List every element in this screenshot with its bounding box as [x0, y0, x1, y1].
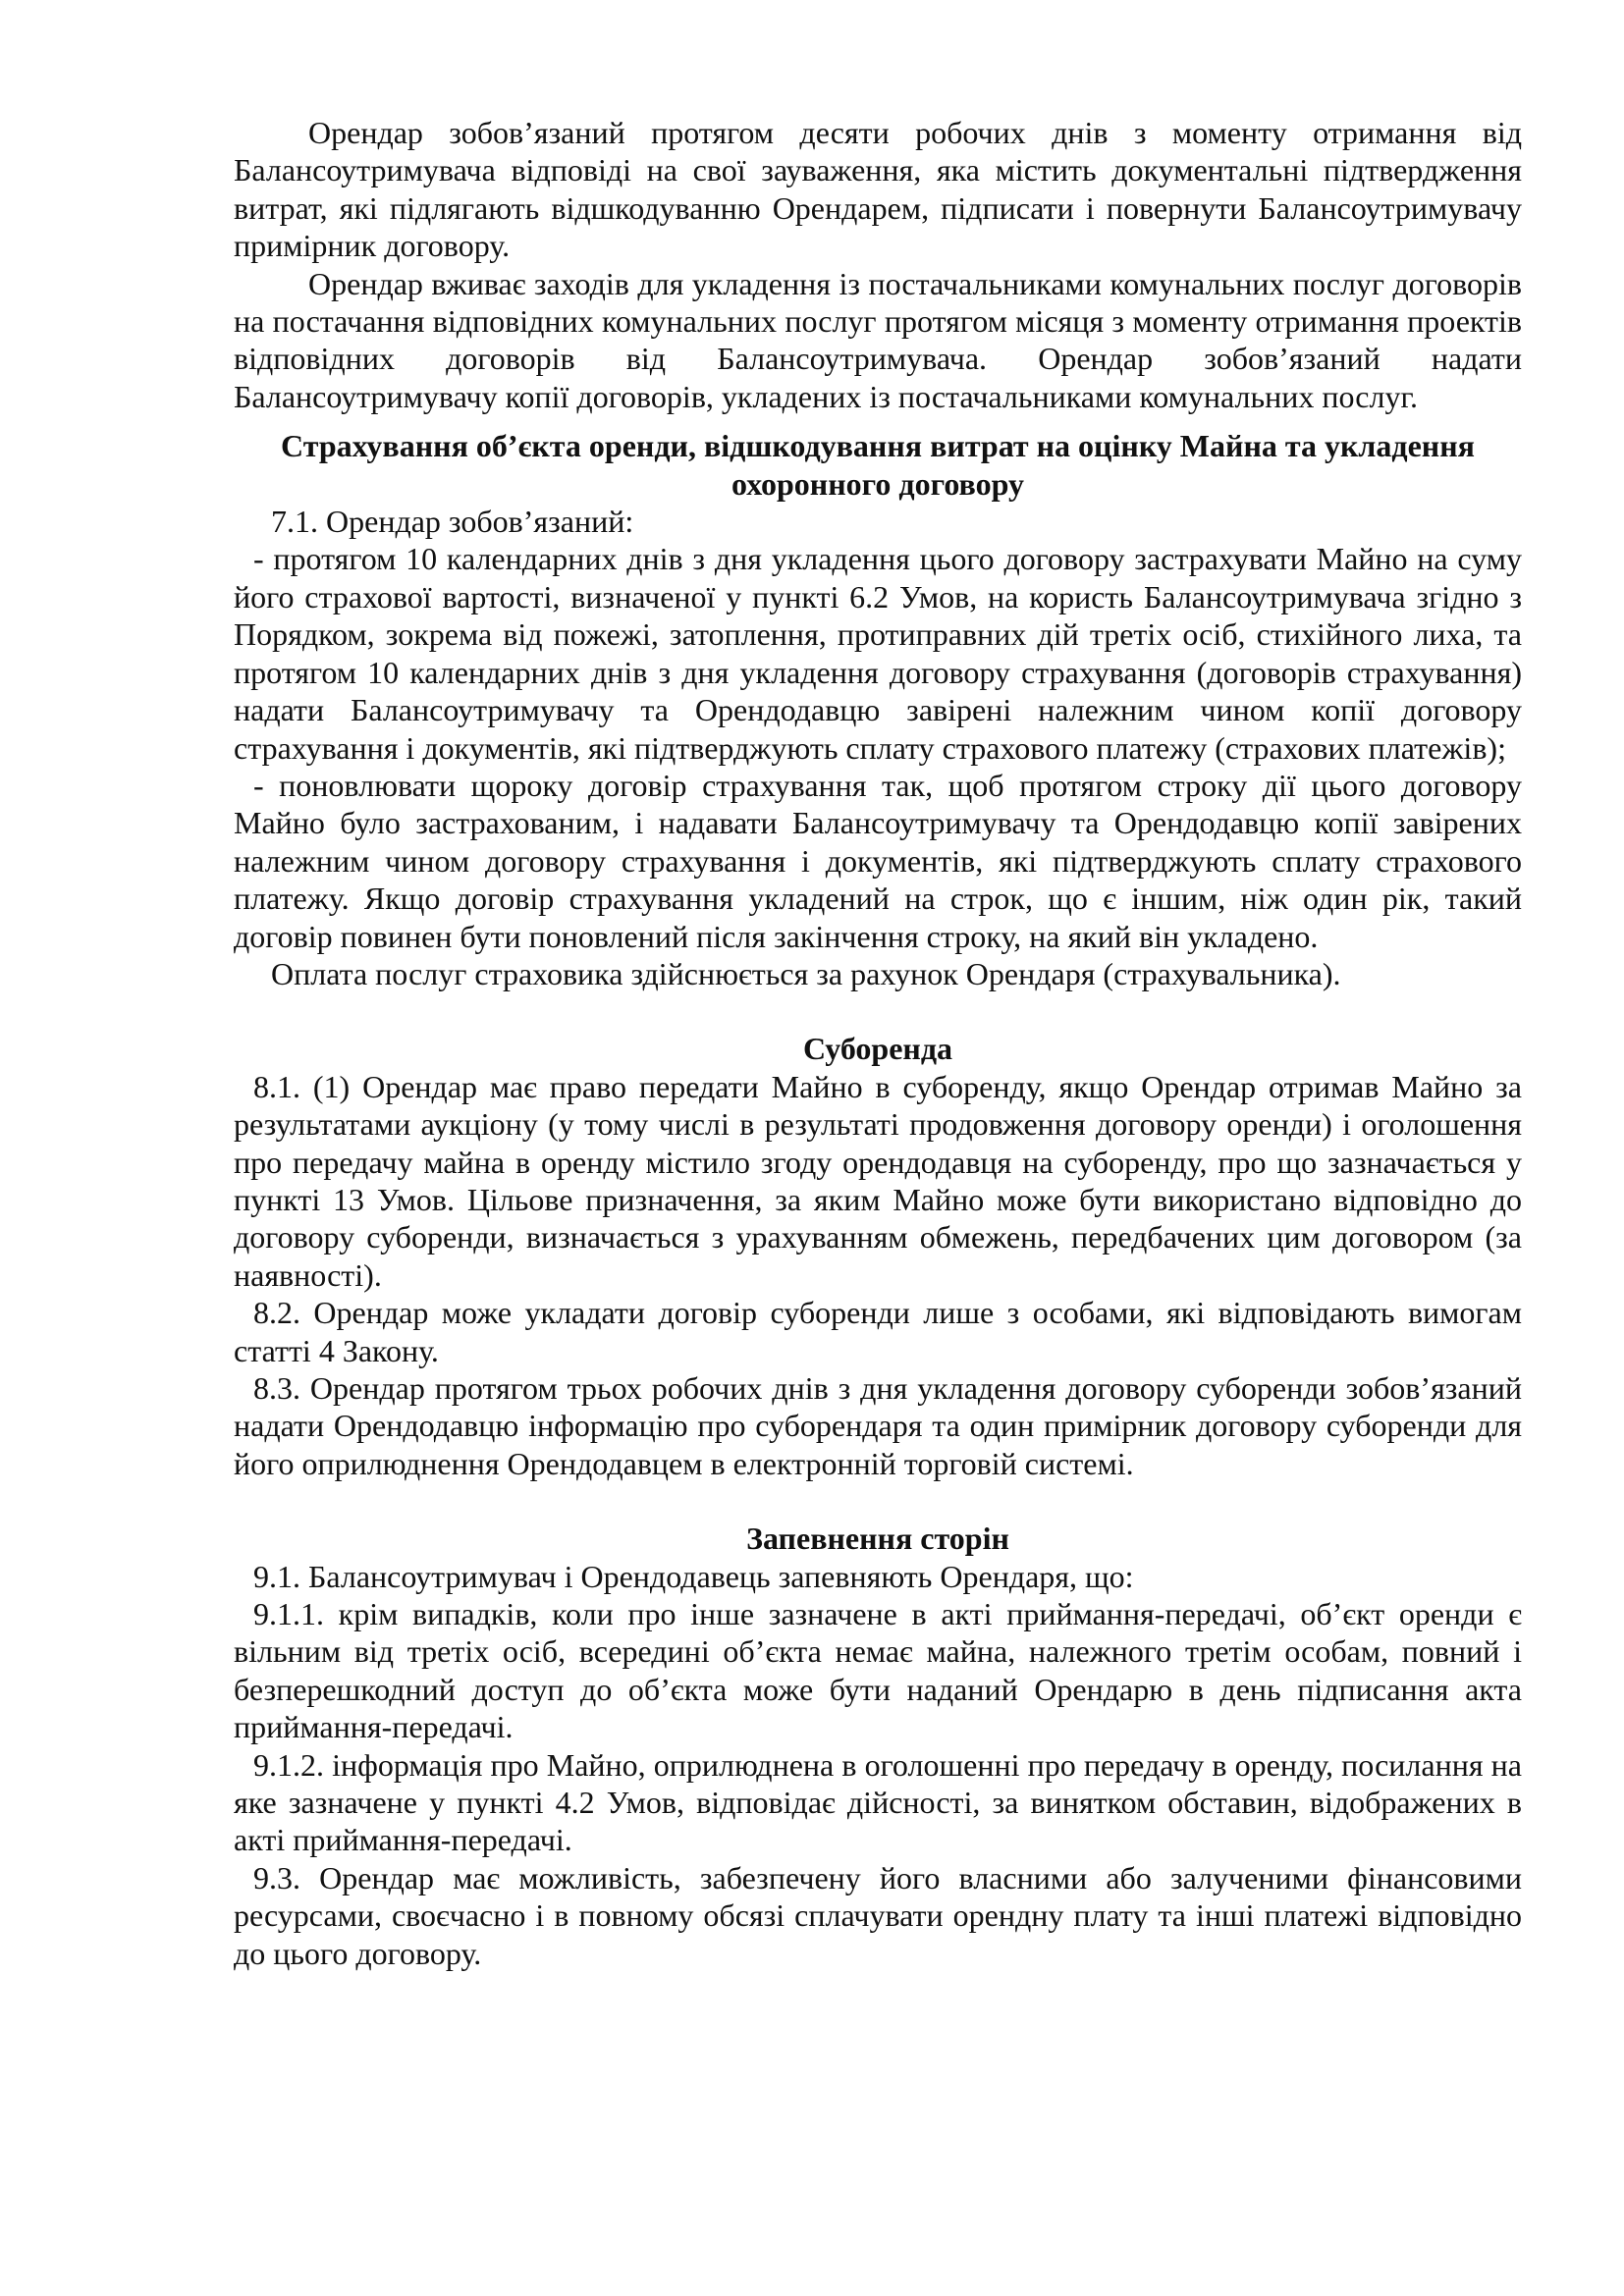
section-heading-sublease: Суборенда — [802, 1031, 953, 1067]
insurance-paragraph-obligation-2: - поновлювати щороку договір страхування так, щоб протягом строку дії цього договору Майно було застрахованим, і надавати Балансоутримувачу та Орендодавцю копії завірених належним чином договору страхування і документів, які підтверджують сплату страхового платежу. Якщо договір страхування укладений на строк, що є іншим, ніж один рік, такий договір повинен бути поновлений після закінчення строку, на який він укладено. — [234, 767, 1522, 954]
spacer — [234, 992, 1522, 1030]
document-page — [234, 114, 1522, 1972]
spacer — [234, 1482, 1522, 1520]
sublease-paragraph-8-1: 8.1. (1) Орендар має право передати Майно в суборенду, якщо Орендар отримав Майно за результатами аукціону (у тому числі в результаті продовження договору оренди) і оголошення про передачу майна в оренду містило згоду орендодавця на суборенду, про що зазначається у пункті 13 Умов. Цільове призначення, за яким Майно може бути використано відповідно до договору суборенди, визначається з урахуванням обмежень, передбачених цим договором (за наявності). — [234, 1068, 1522, 1293]
insurance-paragraph-payment: Оплата послуг страховика здійснюється за рахунок Орендаря (страхувальника). — [271, 955, 1341, 991]
assurances-paragraph-9-1-1: 9.1.1. крім випадків, коли про інше зазначене в акті приймання-передачі, об’єкт оренди є вільним від третіх осіб, всередині об’єкта немає майна, належного третім особам, повний і безперешкодний доступ до об’єкта може бути наданий Орендарю в день підписання акта приймання-передачі. — [234, 1596, 1522, 1745]
insurance-paragraph-obligation-1: - протягом 10 календарних днів з дня укладення цього договору застрахувати Майно на суму його страхової вартості, визначеної у пункті 6.2 Умов, на користь Балансоутримувача згідно з Порядком, зокрема від пожежі, затоплення, протиправних дій третіх осіб, стихійного лиха, та протягом 10 календарних днів з дня укладення договору страхування (договорів страхування) надати Балансоутримувачу та Орендодавцю завірені належним чином копії договору страхування і документів, які підтверджують сплату страхового платежу (страхових платежів); — [234, 541, 1522, 766]
assurances-paragraph-9-1: 9.1. Балансоутримувач і Орендодавець запевняють Орендаря, що: — [253, 1558, 1134, 1594]
sublease-paragraph-8-2: 8.2. Орендар може укладати договір суборенди лише з особами, які відповідають вимогам статті 4 Закону. — [234, 1295, 1522, 1368]
intro-paragraph-2: Орендар вживає заходів для укладення із постачальниками комунальних послуг договорів на постачання відповідних комунальних послуг протягом місяця з моменту отримання проектів відповідних договорів від Балансоутримувача. Орендар зобов’язаний надати Балансоутримувачу копії договорів, укладених із постачальниками комунальних послуг. — [234, 265, 1522, 414]
assurances-paragraph-9-3: 9.3. Орендар має можливість, забезпечену його власними або залученими фінансовими ресурсами, своєчасно і в повному обсязі сплачувати орендну плату та інші платежі відповідно до цього договору. — [234, 1859, 1522, 1971]
assurances-paragraph-9-1-2: 9.1.2. інформація про Майно, оприлюднена в оголошенні про передачу в оренду, посилання на яке зазначене у пункті 4.2 Умов, відповідає дійсності, за винятком обставин, відображених в акті приймання-передачі. — [234, 1746, 1522, 1858]
section-heading-insurance: Страхування об’єкта оренди, відшкодування витрат на оцінку Майна та укладення охоронного договору — [281, 428, 1475, 502]
sublease-paragraph-8-3: 8.3. Орендар протягом трьох робочих днів з дня укладення договору суборенди зобов’язаний надати Орендодавцю інформацію про суборендаря та один примірник договору суборенди для його оприлюднення Орендодавцем в електронній торговій системі. — [234, 1370, 1522, 1481]
section-heading-assurances: Запевнення сторін — [746, 1521, 1009, 1557]
insurance-paragraph-7-1: 7.1. Орендар зобов’язаний: — [271, 504, 634, 540]
spacer — [234, 415, 1522, 427]
intro-paragraph-1: Орендар зобов’язаний протягом десяти робочих днів з моменту отримання від Балансоутримувача відповіді на свої зауваження, яка містить документальні підтвердження витрат, які підлягають відшкодуванню Орендарем, підписати і повернути Балансоутримувачу примірник договору. — [234, 115, 1522, 264]
